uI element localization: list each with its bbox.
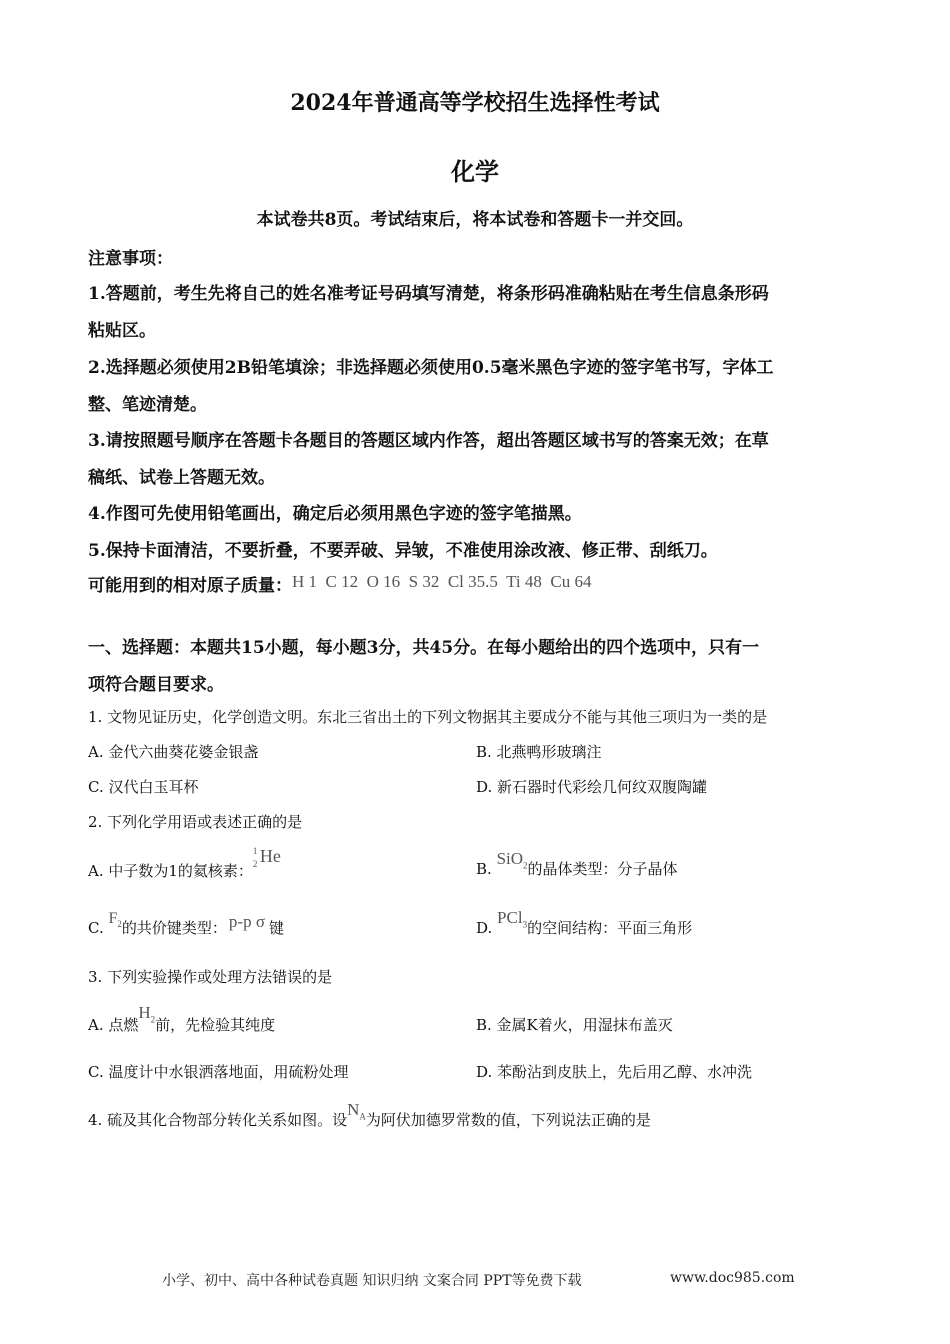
instruction-2-line2: 整、笔迹清楚。 — [88, 395, 207, 415]
subject-title: 化学 — [451, 157, 499, 186]
q2-c-formula — [108, 910, 122, 930]
q2-a-symbol: He — [259, 846, 281, 866]
atomic-mass-values: H 1 C 12 O 16 S 32 Cl 35.5 Ti 48 Cu 64 — [292, 572, 592, 591]
instruction-2-line1: 2.选择题必须使用2B铅笔填涂；非选择题必须使用0.5毫米黑色字迹的签字笔书写，字体工 — [88, 358, 774, 378]
instruction-4: 4.作图可先使用铅笔画出，确定后必须用黑色字迹的签字笔描黑。 — [88, 504, 582, 524]
footer-text: 小学、初中、高中各种试卷真题 知识归纳 文案合同 PPT等免费下载 — [162, 1273, 582, 1289]
footer-url[interactable]: www.doc985.com — [670, 1270, 795, 1286]
q3-a-text2: 前，先检验其纯度 — [155, 1016, 276, 1034]
instruction-3-line1: 3.请按照题号顺序在答题卡各题目的答题区域内作答，超出答题区域书写的答案无效；在草 — [88, 431, 769, 451]
q2-c-bond: p-p σ — [228, 912, 265, 931]
q3-a-formula-main: H — [138, 1003, 151, 1022]
q4-stem — [88, 1100, 651, 1130]
instruction-1-line1: 1.答题前，考生先将自己的姓名准考证号码填写清楚，将条形码准确粘贴在考生信息条形码 — [88, 284, 769, 304]
q3-option-c: C. 温度计中水银洒落地面，用硫粉处理 — [88, 1063, 349, 1081]
atomic-mass-label: 可能用到的相对原子质量： — [88, 576, 292, 596]
q3-stem: 3. 下列实验操作或处理方法错误的是 — [88, 968, 333, 986]
q2-d-prefix: D. — [476, 919, 493, 937]
q1-stem: 1. 文物见证历史，化学创造文明。东北三省出土的下列文物据其主要成分不能与其他三项归为一类的是 — [88, 708, 768, 726]
q4-formula — [347, 1100, 366, 1122]
instructions-heading: 注意事项： — [88, 249, 173, 269]
q2-d-formula — [497, 908, 528, 930]
q4-formula-main: N — [347, 1100, 360, 1119]
q2-c-text1: 的共价键类型： — [121, 919, 227, 937]
instruction-1-line2: 粘贴区。 — [88, 321, 156, 341]
q1-option-a: A. 金代六曲葵花婆金银盏 — [88, 743, 259, 761]
q3-option-d: D. 苯酚沾到皮肤上，先后用乙醇、水冲洗 — [476, 1063, 753, 1081]
exam-note: 本试卷共8页。考试结束后，将本试卷和答题卡一并交回。 — [256, 210, 694, 230]
q2-option-a — [88, 846, 281, 881]
q1-option-d: D. 新石器时代彩绘几何纹双腹陶罐 — [476, 778, 708, 796]
q2-a-mass-number: 1 — [252, 846, 258, 856]
q1-option-b: B. 北燕鸭形玻璃注 — [476, 743, 602, 761]
q4-text1: 4. 硫及其化合物部分转化关系如图。设 — [88, 1111, 348, 1129]
q2-b-formula-main: SiO — [496, 849, 524, 868]
section1-heading-line1: 一、选择题：本题共15小题，每小题3分，共45分。在每小题给出的四个选项中，只有一 — [88, 638, 760, 658]
q2-d-formula-sub: 3 — [522, 919, 528, 930]
q3-option-a — [88, 1003, 276, 1035]
q2-d-text: 的空间结构：平面三角形 — [527, 919, 693, 937]
q2-option-b — [476, 849, 678, 879]
q1-option-c: C. 汉代白玉耳杯 — [88, 778, 199, 796]
q2-a-text: A. 中子数为1的氦核素： — [88, 862, 253, 880]
instruction-5: 5.保持卡面清洁，不要折叠，不要弄破、异皱，不准使用涂改液、修正带、刮纸刀。 — [88, 541, 718, 561]
q3-a-text1: A. 点燃 — [88, 1016, 139, 1034]
q3-a-formula — [138, 1003, 156, 1025]
exam-title: 2024年普通高等学校招生选择性考试 — [290, 90, 660, 116]
q2-c-text2: 键 — [269, 919, 285, 937]
q2-c-formula-sub: 2 — [117, 919, 122, 930]
section1-heading-line2: 项符合题目要求。 — [88, 675, 224, 695]
q3-a-formula-sub: 2 — [150, 1014, 156, 1025]
q2-option-c — [88, 910, 285, 938]
instruction-3-line2: 稿纸、试卷上答题无效。 — [88, 468, 275, 488]
q2-b-formula-sub: 2 — [523, 860, 528, 871]
q4-formula-sub: A — [359, 1111, 366, 1122]
atomic-mass-row — [88, 571, 591, 596]
q2-a-atomic-number: 2 — [252, 859, 258, 869]
q2-b-text: 的晶体类型：分子晶体 — [527, 860, 678, 878]
q2-b-prefix: B. — [476, 860, 492, 878]
q2-option-d — [476, 908, 693, 938]
q2-stem: 2. 下列化学用语或表述正确的是 — [88, 813, 303, 831]
q2-c-formula-main: F — [108, 910, 118, 927]
q4-text2: 为阿伏加德罗常数的值，下列说法正确的是 — [365, 1111, 651, 1129]
q2-d-formula-main: PCl — [497, 908, 523, 927]
q2-c-prefix: C. — [88, 919, 104, 937]
q2-b-formula — [496, 849, 528, 871]
q2-a-nuclide — [252, 846, 281, 876]
q3-option-b: B. 金属K着火，用湿抹布盖灭 — [476, 1016, 673, 1034]
